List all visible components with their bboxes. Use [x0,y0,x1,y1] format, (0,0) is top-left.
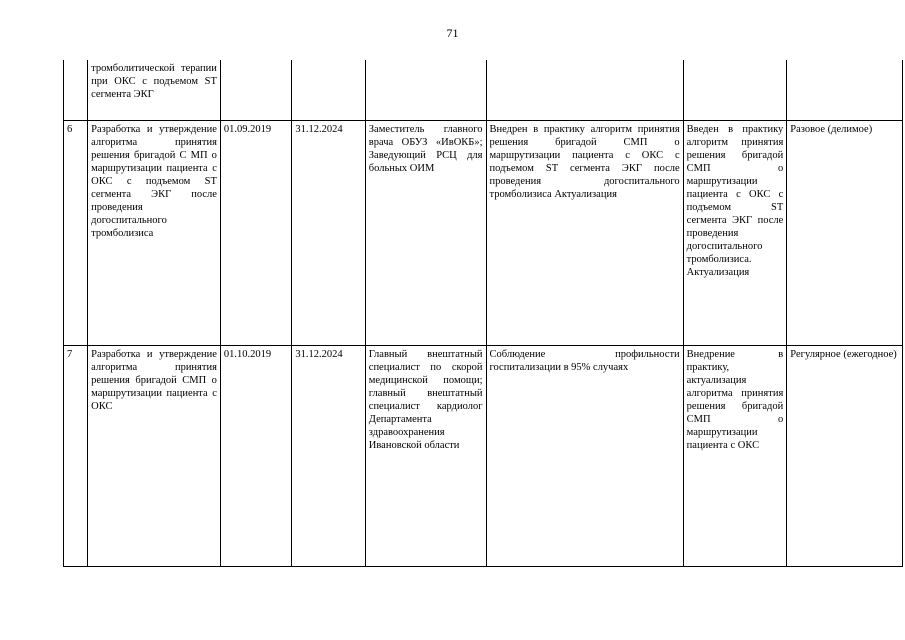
table-row [64,60,903,121]
start-date-cell: 01.10.2019 [220,346,291,567]
responsible-cell [365,60,486,121]
responsible-cell: Заместитель главного врача ОБУЗ «ИвОКБ»; Заведующий РСЦ для больных ОИМ [365,121,486,346]
page-number: 71 [446,26,459,40]
measure-name-cell: тромболитической терапии при ОКС с подъемом ST сегмента ЭКГ [88,60,221,121]
row-number-cell: 6 [64,121,88,346]
table-row [64,346,903,567]
indicator-cell: Соблюдение профильности госпитализации в 95% случаях [486,346,683,567]
end-date-cell: 31.12.2024 [292,346,365,567]
result-cell: Введен в практику алгоритм принятия решения бригадой СМП о маршрутизации пациента с ОКС с подъемом ST сегмента ЭКГ после проведения догоспитального тромболизиса. Актуализация [683,121,787,346]
table-row [64,121,903,346]
row-number-cell [64,60,88,121]
result-cell [683,60,787,121]
measures-table [63,60,903,567]
type-cell [787,60,903,121]
responsible-cell: Главный внештатный специалист по скорой медицинской помощи; главный внештатный специалист кардиолог Департамента здравоохранения Ивановской области [365,346,486,567]
end-date-cell [292,60,365,121]
indicator-cell: Внедрен в практику алгоритм принятия решения бригадой СМП о маршрутизации пациента с ОКС с подъемом ST сегмента ЭКГ после проведения догоспитального тромболизиса Актуализация [486,121,683,346]
row-number-cell: 7 [64,346,88,567]
start-date-cell [220,60,291,121]
measure-name-cell: Разработка и утверждение алгоритма принятия решения бригадой СМП о маршрутизации пациента с ОКС [88,346,221,567]
measure-name-cell: Разработка и утверждение алгоритма принятия решения бригадой С МП о маршрутизации пациента с ОКС с подъемом ST сегмента ЭКГ после проведения догоспитального тромболизиса [88,121,221,346]
indicator-cell [486,60,683,121]
type-cell: Разовое (делимое) [787,121,903,346]
end-date-cell: 31.12.2024 [292,121,365,346]
type-cell: Регулярное (ежегодное) [787,346,903,567]
result-cell: Внедрение в практику, актуализация алгоритма принятия решения бригадой СМП о маршрутизации пациента с ОКС [683,346,787,567]
start-date-cell: 01.09.2019 [220,121,291,346]
